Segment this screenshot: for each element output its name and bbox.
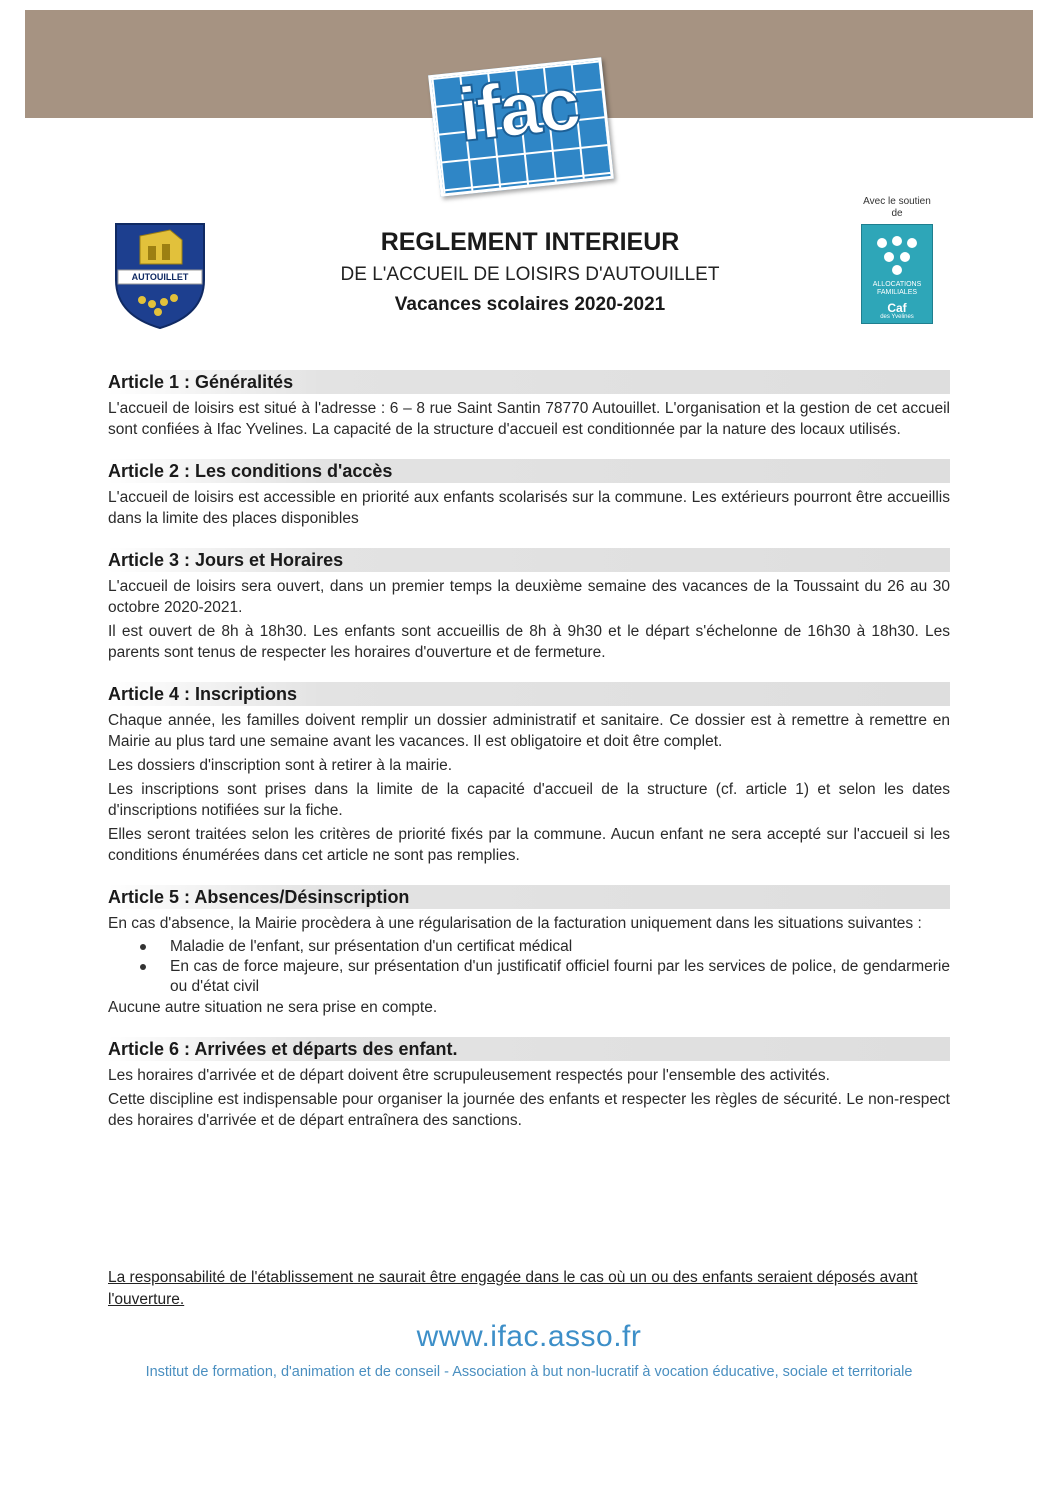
- article-paragraph: L'accueil de loisirs sera ouvert, dans un premier temps la deuxième semaine des vacances de la Toussaint du 26 au 30 octobre 2020-2021.: [108, 578, 950, 616]
- footer-tagline: Institut de formation, d'animation et de conseil - Association à but non-lucratif à vocation éducative, sociale et territoriale: [145, 1364, 913, 1380]
- article-heading: Article 6 : Arrivées et départs des enfant.: [108, 1037, 950, 1061]
- caf-family-icon: [872, 235, 922, 277]
- caf-wordmark: Caf: [887, 301, 907, 315]
- caf-support-text: Avec le soutien de: [863, 196, 931, 219]
- disclaimer: La responsabilité de l'établissement ne saurait être engagée dans le cas où un ou des enfants seraient déposés avant l'ouverture.: [108, 1269, 918, 1308]
- article-heading: Article 4 : Inscriptions: [108, 682, 950, 706]
- ifac-logo-text: ifac: [454, 61, 582, 158]
- article-paragraph: Cette discipline est indispensable pour organiser la journée des enfants et respecter les règles de sécurité. Le non-respect des horaires d'arrivée et de départ entraînera des sanctions.: [108, 1091, 950, 1129]
- autouillet-coat-of-arms: [112, 220, 208, 330]
- bullet-list: [108, 937, 950, 997]
- article-paragraph: Aucune autre situation ne sera prise en compte.: [108, 999, 438, 1016]
- list-item-text: En cas de force majeure, sur présentation d'un justificatif officiel fourni par les services de police, de gendarmerie ou d'état civil: [170, 958, 950, 995]
- list-item-text: Maladie de l'enfant, sur présentation d'un certificat médical: [170, 938, 573, 955]
- article-1: [108, 370, 950, 440]
- articles-container: [108, 370, 950, 1150]
- article-3: [108, 548, 950, 663]
- coat-of-arms-label: AUTOUILLET: [131, 272, 189, 282]
- article-heading: Article 3 : Jours et Horaires: [108, 548, 950, 572]
- caf-label-line2: FAMILIALES: [876, 289, 918, 296]
- caf-badge: [861, 224, 933, 324]
- bullet-icon: [140, 964, 146, 970]
- caf-logo: [861, 196, 933, 336]
- article-paragraph: L'accueil de loisirs est accessible en priorité aux enfants scolarisés sur la commune. Les extérieurs pourront être accueillis dans la limite des places disponibles: [108, 489, 950, 527]
- title-block: [250, 227, 810, 318]
- article-paragraph: Chaque année, les familles doivent remplir un dossier administratif et sanitaire. Ce dossier est à remettre à remettre en Mairie au plus tard une semaine avant les vacances. Il est obligatoire et doit être complet.: [108, 712, 950, 750]
- page-subtitle: DE L'ACCUEIL DE LOISIRS D'AUTOUILLET: [340, 264, 720, 285]
- article-2: [108, 459, 950, 529]
- list-item: [108, 957, 950, 997]
- article-5: [108, 885, 950, 1018]
- caf-label-line1: ALLOCATIONS: [872, 281, 922, 288]
- caf-sub: des Yvelines: [880, 314, 914, 320]
- list-item: [108, 937, 950, 957]
- article-heading: Article 1 : Généralités: [108, 370, 950, 394]
- article-paragraph: L'accueil de loisirs est situé à l'adresse : 6 – 8 rue Saint Santin 78770 Autouillet. L'organisation et la gestion de cet accueil sont confiées à Ifac Yvelines. La capacité de la structure d'accueil est conditionnée par la nature des locaux utilisés.: [108, 400, 950, 438]
- article-paragraph: En cas d'absence, la Mairie procèdera à une régularisation de la facturation uniquement dans les situations suivantes :: [108, 915, 922, 932]
- article-paragraph: Les horaires d'arrivée et de départ doivent être scrupuleusement respectés pour l'ensemble des activités.: [108, 1067, 830, 1084]
- article-paragraph: Elles seront traitées selon les critères de priorité fixés par la commune. Aucun enfant ne sera accepté sur l'accueil si les conditions énumérées dans cet article ne sont pas remplies.: [108, 826, 950, 864]
- article-4: [108, 682, 950, 866]
- article-paragraph: Il est ouvert de 8h à 18h30. Les enfants sont accueillis de 8h à 9h30 et le départ s'échelonne de 16h30 à 18h30. Les parents sont tenus de respecter les horaires d'ouverture et de fermeture.: [108, 623, 950, 661]
- ifac-logo: [422, 52, 612, 192]
- article-heading: Article 2 : Les conditions d'accès: [108, 459, 950, 483]
- bullet-icon: [140, 944, 146, 950]
- website-link[interactable]: www.ifac.asso.fr: [416, 1320, 642, 1353]
- article-6: [108, 1037, 950, 1131]
- article-paragraph: Les inscriptions sont prises dans la limite de la capacité d'accueil de la structure (cf. article 1) et selon les dates d'inscriptions notifiées sur la fiche.: [108, 781, 950, 819]
- page-period: Vacances scolaires 2020-2021: [394, 294, 666, 315]
- article-heading: Article 5 : Absences/Désinscription: [108, 885, 950, 909]
- article-paragraph: Les dossiers d'inscription sont à retirer à la mairie.: [108, 757, 453, 774]
- page-title: REGLEMENT INTERIEUR: [380, 228, 680, 256]
